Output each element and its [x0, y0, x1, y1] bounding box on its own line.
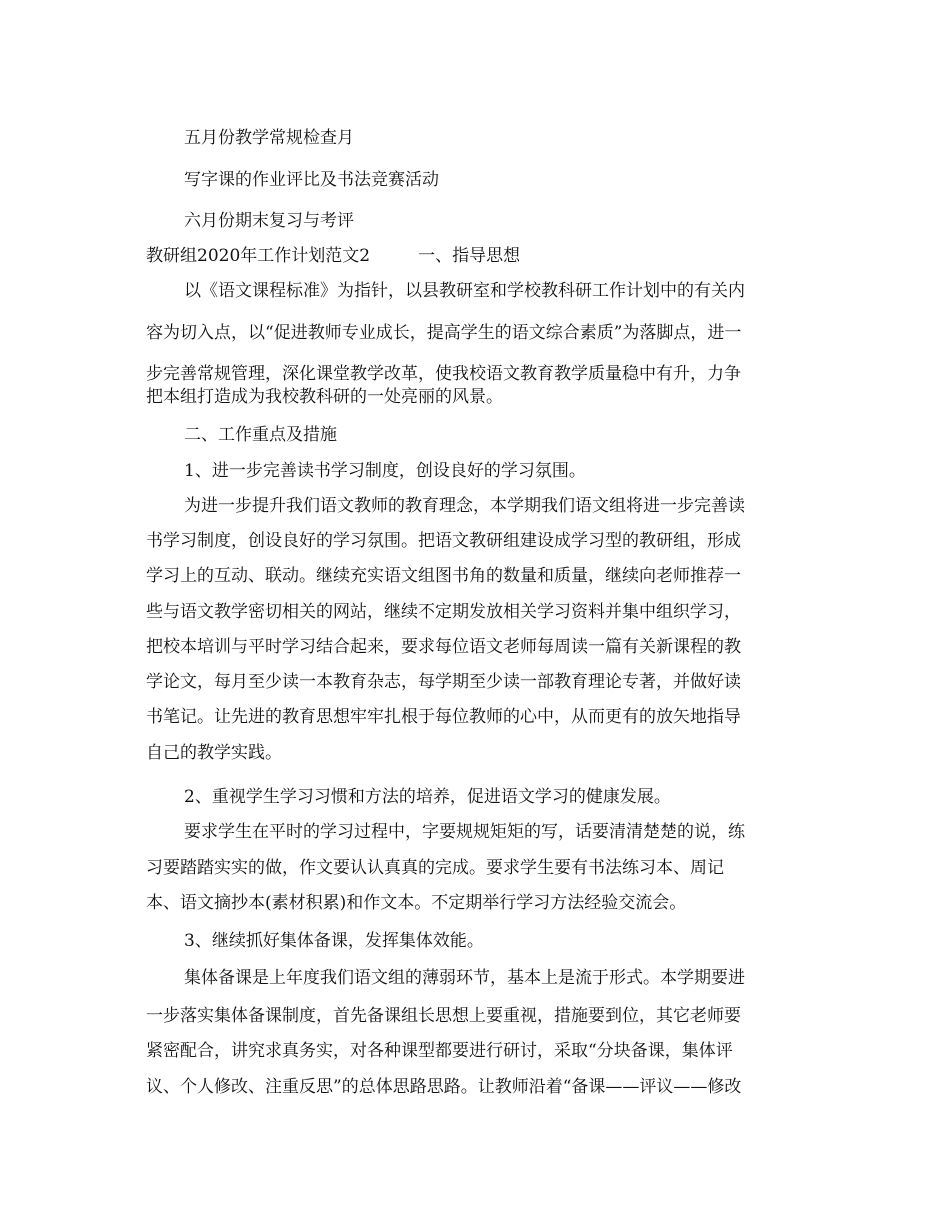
paragraph-line: 习要踏踏实实的做，作文要认认真真的完成。要求学生要有书法练习本、周记	[146, 858, 724, 878]
paragraph-line: 书笔记。让先进的教育思想牢牢扎根于每位教师的心中，从而更有的放矢地指导	[146, 707, 741, 727]
section-heading: 一、指导思想	[418, 246, 521, 266]
document-title: 教研组2020年工作计划范文2	[146, 246, 371, 266]
paragraph-line: 为进一步提升我们语文教师的教育理念，本学期我们语文组将进一步完善读	[184, 496, 745, 516]
paragraph-line: 步完善常规管理，深化课堂教学改革，使我校语文教育教学质量稳中有升，力争	[146, 364, 741, 384]
paragraph-line: 些与语文教学密切相关的网站，继续不定期发放相关学习资料并集中组织学习，	[146, 602, 741, 622]
section-heading: 二、工作重点及措施	[184, 425, 337, 445]
heading-line	[146, 241, 806, 271]
paragraph-line: 议、个人修改、注重反思”的总体思路思路。让教师沿着“备课——评议——修改	[146, 1077, 742, 1097]
paragraph-line: 以《语文课程标准》为指针，以县教研室和学校教科研工作计划中的有关内	[184, 281, 745, 301]
list-item: 六月份期末复习与考评	[184, 211, 354, 231]
paragraph-line: 书学习制度，创设良好的学习氛围。把语文教研组建设成学习型的教研组，形成	[146, 531, 741, 551]
paragraph-line: 把本组打造成为我校教科研的一处亮丽的风景。	[146, 387, 503, 407]
point-heading: 2、重视学生学习习惯和方法的培养，促进语文学习的健康发展。	[184, 787, 671, 807]
list-item: 五月份教学常规检查月	[184, 128, 354, 148]
paragraph-line: 紧密配合，讲究求真务实，对各种课型都要进行研讨，采取“分块备课，集体评	[146, 1041, 733, 1061]
paragraph-line: 本、语文摘抄本(素材积累)和作文本。不定期举行学习方法经验交流会。	[146, 893, 687, 913]
paragraph-line: 自己的教学实践。	[146, 743, 282, 763]
paragraph-line: 要求学生在平时的学习过程中，字要规规矩矩的写，话要清清楚楚的说，练	[184, 822, 745, 842]
paragraph-line: 把校本培训与平时学习结合起来，要求每位语文老师每周读一篇有关新课程的教	[146, 637, 741, 657]
point-heading: 1、进一步完善读书学习制度，创设良好的学习氛围。	[184, 461, 586, 481]
paragraph-line: 集体备课是上年度我们语文组的薄弱环节，基本上是流于形式。本学期要进	[184, 968, 745, 988]
paragraph-line: 容为切入点，以“促进教师专业成长，提高学生的语文综合素质”为落脚点，进一	[146, 323, 742, 343]
paragraph-line: 学习上的互动、联动。继续充实语文组图书角的数量和质量，继续向老师推荐一	[146, 566, 741, 586]
point-heading: 3、继续抓好集体备课，发挥集体效能。	[184, 931, 484, 951]
list-item: 写字课的作业评比及书法竞赛活动	[184, 170, 439, 190]
paragraph-line: 学论文，每月至少读一本教育杂志，每学期至少读一部教育理论专著，并做好读	[146, 672, 741, 692]
paragraph-line: 一步落实集体备课制度，首先备课组长思想上要重视，措施要到位，其它老师要	[146, 1006, 741, 1026]
